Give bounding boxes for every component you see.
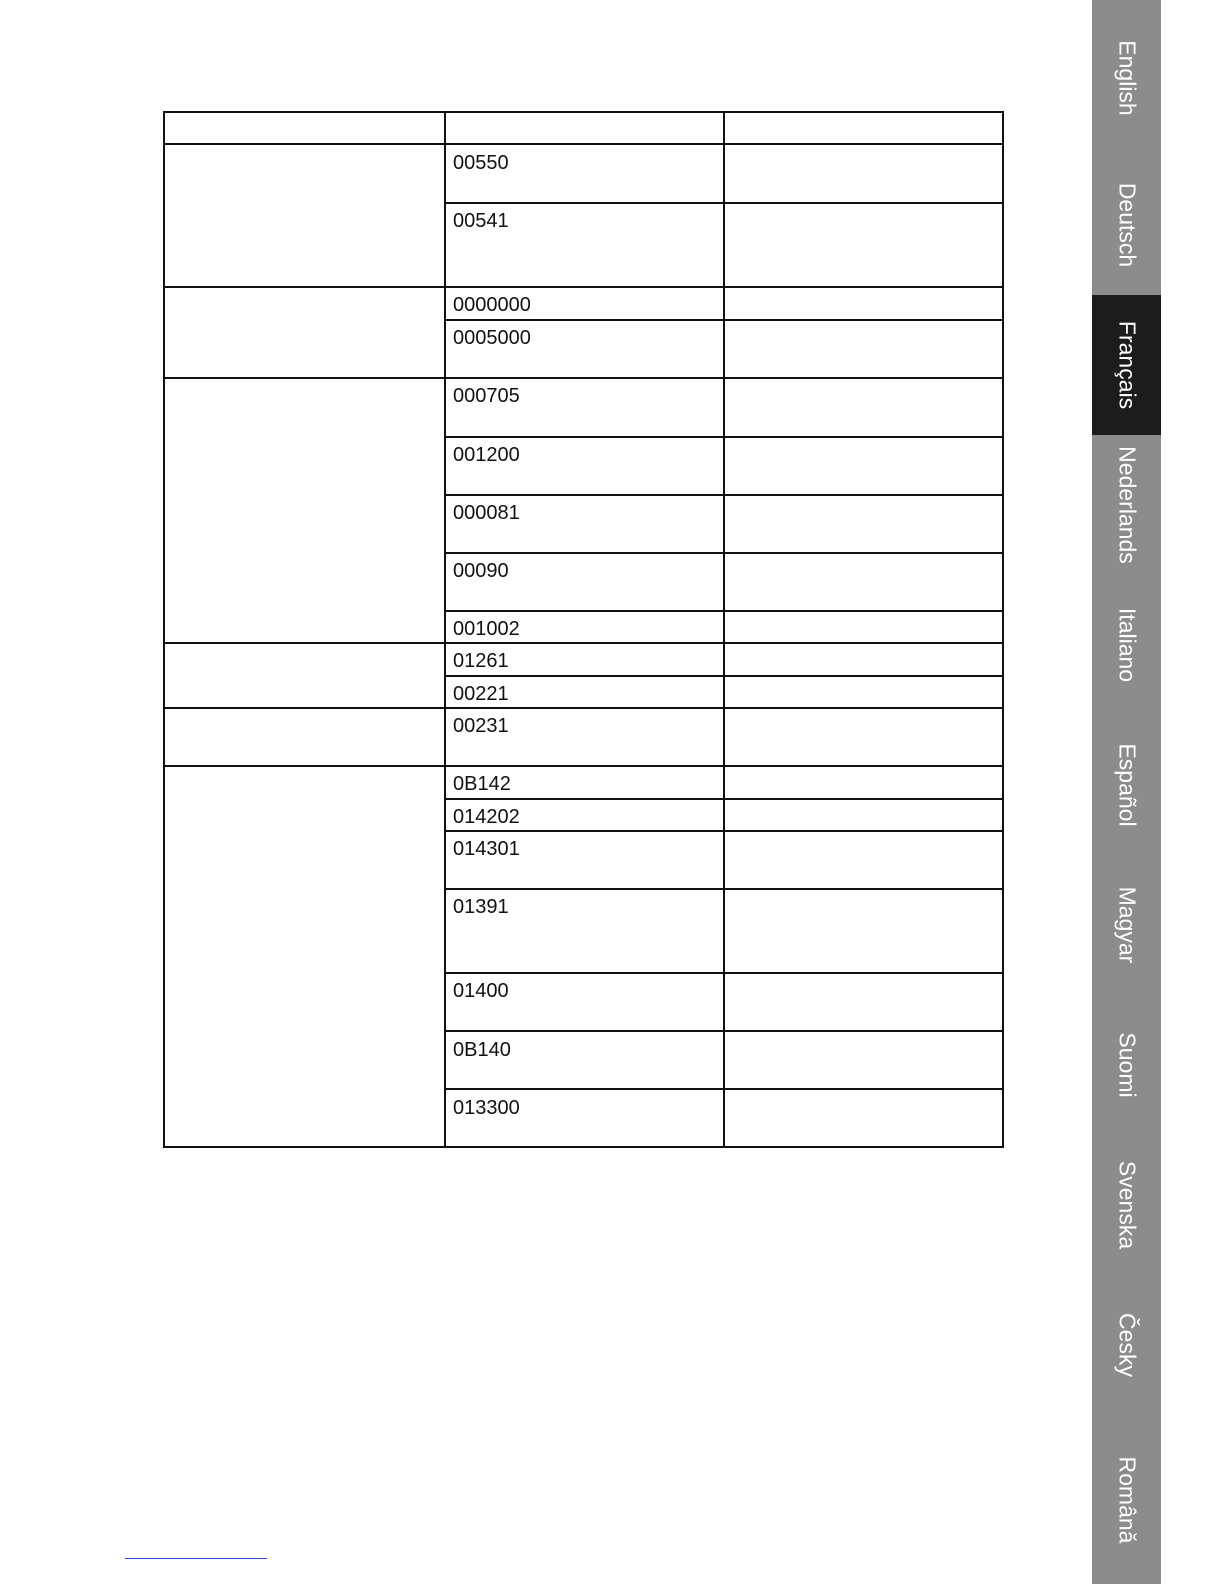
table-cell-code: 001002 bbox=[453, 618, 520, 640]
table-cell-code: 00221 bbox=[453, 683, 509, 705]
row-divider bbox=[444, 1088, 1002, 1090]
group-divider bbox=[165, 286, 1002, 288]
table-cell-code: 0B140 bbox=[453, 1039, 511, 1061]
footer-link-underline bbox=[125, 1558, 267, 1559]
table-cell-code: 00541 bbox=[453, 210, 509, 232]
row-divider bbox=[444, 888, 1002, 890]
row-divider bbox=[444, 610, 1002, 612]
table-cell-code: 01261 bbox=[453, 650, 509, 672]
tab-label: Română bbox=[1114, 1456, 1140, 1543]
table-cell-code: 0B142 bbox=[453, 773, 511, 795]
row-divider bbox=[444, 798, 1002, 800]
column-divider bbox=[723, 113, 725, 1146]
row-divider bbox=[444, 675, 1002, 677]
row-divider bbox=[444, 830, 1002, 832]
table-cell-code: 01391 bbox=[453, 896, 509, 918]
group-divider bbox=[165, 642, 1002, 644]
tab-magyar[interactable] bbox=[1092, 855, 1161, 995]
tab-label: Español bbox=[1114, 743, 1140, 827]
row-divider bbox=[444, 972, 1002, 974]
tab-label: Suomi bbox=[1114, 1032, 1140, 1098]
column-divider bbox=[444, 113, 446, 1146]
row-divider bbox=[444, 319, 1002, 321]
table-cell-code: 000081 bbox=[453, 502, 520, 524]
tab-svenska[interactable] bbox=[1092, 1135, 1161, 1275]
row-divider bbox=[444, 436, 1002, 438]
tab-label: Česky bbox=[1114, 1313, 1140, 1377]
group-divider bbox=[165, 765, 1002, 767]
tab-italiano[interactable] bbox=[1092, 575, 1161, 715]
header-divider bbox=[165, 143, 1002, 145]
tab-espanol[interactable] bbox=[1092, 715, 1161, 855]
tab-english[interactable] bbox=[1092, 10, 1161, 145]
row-divider bbox=[444, 202, 1002, 204]
tab-romana[interactable] bbox=[1092, 1415, 1161, 1584]
group-divider bbox=[165, 377, 1002, 379]
code-table bbox=[163, 111, 1004, 1148]
table-cell-code: 00090 bbox=[453, 560, 509, 582]
tab-deutsch[interactable] bbox=[1092, 155, 1161, 295]
row-divider bbox=[444, 1030, 1002, 1032]
tab-francais[interactable] bbox=[1092, 295, 1161, 435]
tab-label: English bbox=[1114, 39, 1140, 116]
row-divider bbox=[444, 552, 1002, 554]
tab-label: Français bbox=[1114, 320, 1140, 410]
table-cell-code: 00231 bbox=[453, 715, 509, 737]
table-cell-code: 01400 bbox=[453, 980, 509, 1002]
tab-label: Deutsch bbox=[1114, 182, 1140, 268]
tab-label: Svenska bbox=[1114, 1160, 1140, 1250]
group-divider bbox=[165, 707, 1002, 709]
table-cell-code: 0000000 bbox=[453, 294, 531, 316]
table-cell-code: 014202 bbox=[453, 806, 520, 828]
table-cell-code: 001200 bbox=[453, 444, 520, 466]
table-cell-code: 0005000 bbox=[453, 327, 531, 349]
table-cell-code: 000705 bbox=[453, 385, 520, 407]
tab-nederlands[interactable] bbox=[1092, 435, 1161, 575]
row-divider bbox=[444, 494, 1002, 496]
tab-label: Magyar bbox=[1114, 886, 1140, 964]
tab-cesky[interactable] bbox=[1092, 1275, 1161, 1415]
table-cell-code: 014301 bbox=[453, 838, 520, 860]
tab-label: Italiano bbox=[1114, 607, 1140, 683]
tab-suomi[interactable] bbox=[1092, 995, 1161, 1135]
table-cell-code: 00550 bbox=[453, 152, 509, 174]
language-sidebar bbox=[1092, 0, 1161, 1584]
tab-label: Nederlands bbox=[1114, 446, 1140, 564]
table-cell-code: 013300 bbox=[453, 1097, 520, 1119]
